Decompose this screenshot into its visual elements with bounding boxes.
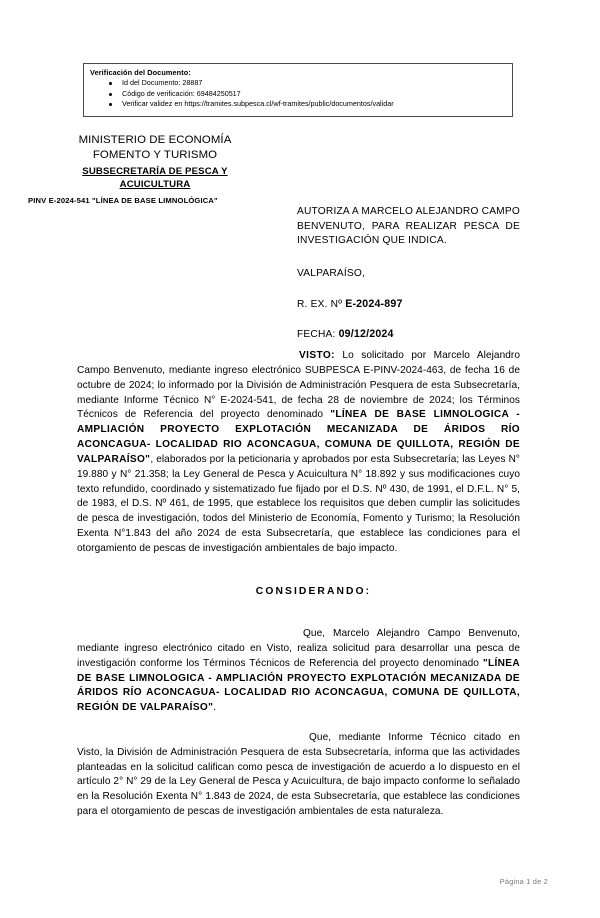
document-verification-box [83, 63, 513, 117]
project-title-considerando: "LÍNEA DE BASE LIMNOLOGICA - AMPLIACIÓN PROYECTO EXPLOTACIÓN MECANIZADA DE ÁRIDOS RÍO ACONCAGUA- LOCALIDAD RIO ACONCAGUA, COMUNA DE QUILLOTA, REGIÓN DE VALPARAÍSO" [77, 657, 520, 714]
subsecretary-line-2: ACUICULTURA [119, 178, 191, 190]
verification-item-code: Código de verificación: 69484250517 [84, 89, 512, 100]
document-body [77, 349, 520, 820]
visto-text-b: , elaborados por la peticionaria y aprobados por esta Subsecretaría; las Leyes N° 19.880 y N° 21.358; la Ley General de Pesca y Acuicultura N° 18.892 y sus modificaciones cuyo texto refundido, coordinado y sistematizado fue fijado por el D.S. Nº 430, de 1991, el D.F.L. N° 5, de 1983, el D.S. Nº 461, de 1995, que establece los requisitos que deben cumplir las solicitudes de pesca de investigación, todos del Ministerio de Economía, Fomento y Turismo; la Resolución Exenta N°1.843 del año 2024 de esta Subsecretaría, que establece las condiciones para el otorgamiento de pescas de investigación ambientales de bajo impacto. [77, 453, 520, 554]
resolution-number-value: E-2024-897 [345, 297, 403, 310]
spacer-between-considerandos [77, 716, 520, 731]
ministry-heading [24, 133, 286, 163]
considerando-paragraph-1 [77, 627, 520, 716]
spacer-before-considerando [77, 557, 520, 587]
resolution-header-block [297, 205, 520, 340]
visto-text-a: Lo solicitado por Marcelo Alejandro Campo Benvenuto, mediante ingreso electrónico SUBPESCA E-PINV-2024-463, de fecha 16 de octubre de 2024; lo informado por la División de Administración Pesquera de esta Subsecretaría, mediante Informe Técnico N° E-2024-541, de fecha 28 de noviembre de 2024; los Términos Técnicos de Referencia del proyecto denominado [77, 350, 520, 421]
resolution-city: VALPARAÍSO, [297, 267, 366, 279]
ministry-line-2: FOMENTO Y TURISMO [92, 149, 218, 161]
ministry-line-1: MINISTERIO DE ECONOMÍA [78, 134, 232, 146]
visto-label: VISTO: [299, 350, 335, 361]
considerando-paragraph-2: Que, mediante Informe Técnico citado en Visto, la División de Administración Pesquera de esta Subsecretaría, informa que las actividades planteadas en la solicitud califican como pesca de investigación de acuerdo a lo dispuesto en el artículo 2° N° 29 de la Ley General de Pesca y Acuicultura, de bajo impacto conforme lo señalado en la Resolución Exenta N° 1.843 de 2024, de esta Subsecretaría, que establece las condiciones para el otorgamiento de pescas de investigación ambientales de esta naturaleza. [77, 731, 520, 818]
considerando-1-text-a: Que, Marcelo Alejandro Campo Benvenuto, mediante ingreso electrónico citado en Visto, realiza solicitud para desarrollar una pesca de investigación conforme los Términos Técnicos de Referencia del proyecto denominado [77, 628, 520, 669]
verification-title: Verificación del Documento: [90, 68, 191, 77]
verification-list [84, 78, 512, 110]
subsecretary-heading [24, 166, 286, 191]
subsecretary-line-1: SUBSECRETARÍA DE PESCA Y [82, 166, 228, 177]
resolution-subject: AUTORIZA A MARCELO ALEJANDRO CAMPO BENVENUTO, PARA REALIZAR PESCA DE INVESTIGACIÓN QUE INDICA. [297, 206, 520, 247]
resolution-date [297, 328, 520, 340]
verification-item-url: Verificar validez en https://tramites.subpesca.cl/wf-tramites/public/documentos/validar [84, 99, 512, 110]
resolution-number [297, 298, 520, 310]
resolution-date-value: 09/12/2024 [338, 327, 394, 340]
page-number: Página 1 de 2 [499, 877, 548, 886]
pinv-reference: PINV E-2024-541 "LÍNEA DE BASE LIMNOLÓGICA" [28, 196, 218, 205]
considerando-1-text-b: . [213, 702, 217, 714]
verification-item-document-id: Id del Documento: 28887 [84, 78, 512, 89]
resolution-number-label: R. EX. Nº [297, 298, 346, 310]
visto-paragraph [77, 349, 520, 557]
considerando-heading: CONSIDERANDO: [255, 586, 372, 598]
spacer-after-considerando [77, 597, 520, 627]
resolution-date-label: FECHA: [297, 328, 339, 340]
project-title-visto: "LÍNEA DE BASE LIMNOLOGICA - AMPLIACIÓN PROYECTO EXPLOTACIÓN MECANIZADA DE ÁRIDOS RÍO ACONCAGUA- LOCALIDAD RIO ACONCAGUA, COMUNA DE QUILLOTA, REGIÓN DE VALPARAÍSO" [77, 409, 520, 465]
